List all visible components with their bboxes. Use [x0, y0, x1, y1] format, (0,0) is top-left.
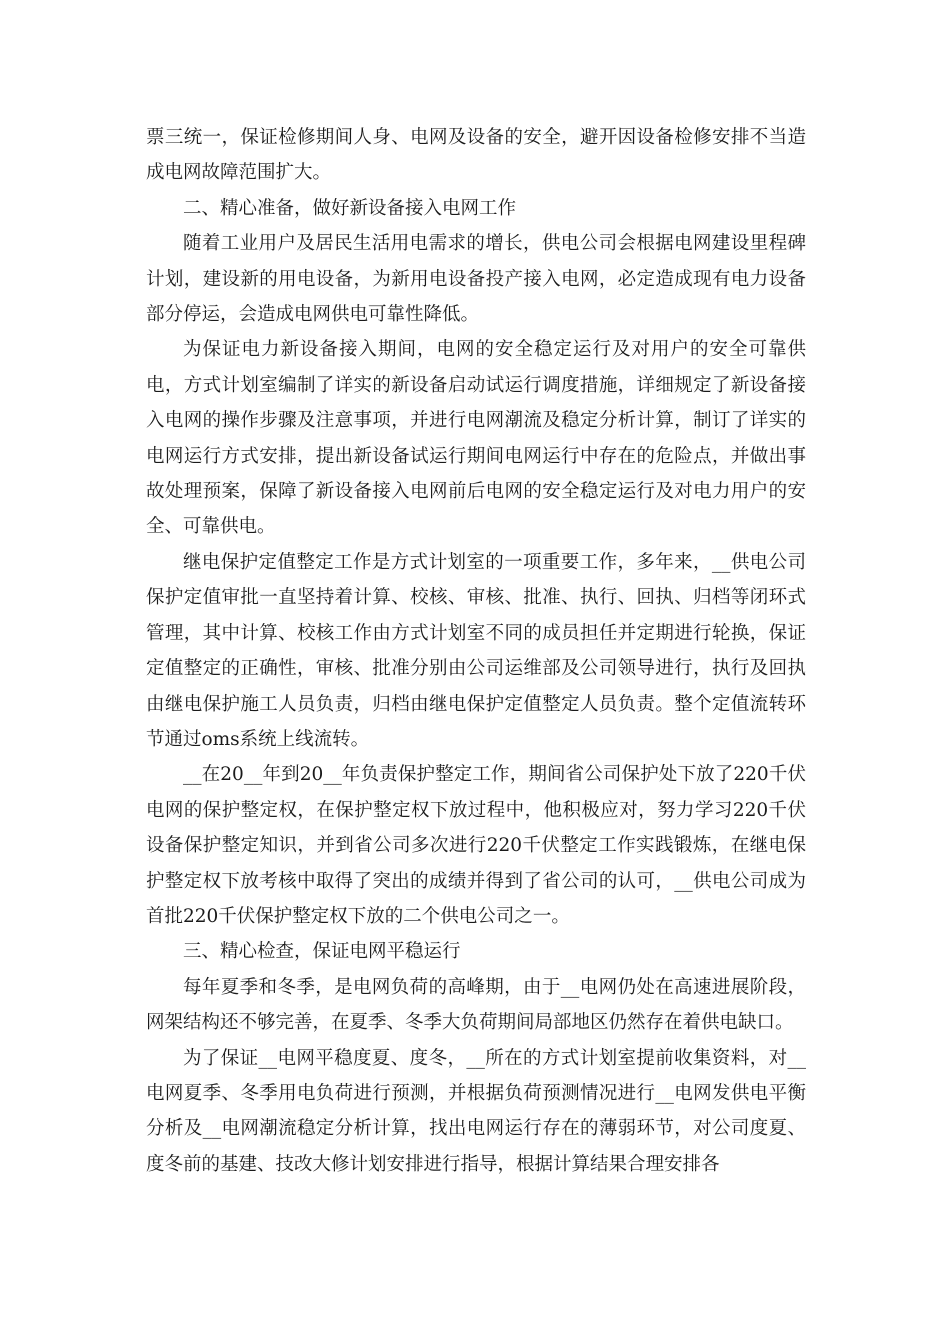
paragraph: 每年夏季和冬季，是电网负荷的高峰期，由于__电网仍处在高速进展阶段，网架结构还不够完善，在夏季、冬季大负荷期间局部地区仍然存在着供电缺口。 [146, 976, 806, 1034]
paragraph: 随着工业用户及居民生活用电需求的增长，供电公司会根据电网建设里程碑计划，建设新的用电设备，为新用电设备投产接入电网，必定造成现有电力设备部分停运，会造成电网供电可靠性降低。 [146, 233, 806, 326]
section-heading-3: 三、精心检查，保证电网平稳运行 [183, 941, 461, 963]
paragraph: __在20__年到20__年负责保护整定工作，期间省公司保护处下放了220千伏电网的保护整定权，在保护整定权下放过程中，他积极应对，努力学习220千伏设备保护整定知识，并到省公司多次进行220千伏整定工作实践锻炼，在继电保护整定权下放考核中取得了突出的成绩并得到了省公司的认可，__供电公司成为首批220千伏保护整定权下放的二个供电公司之一。 [146, 764, 806, 927]
paragraph: 继电保护定值整定工作是方式计划室的一项重要工作，多年来，__供电公司保护定值审批一直坚持着计算、校核、审核、批准、执行、回执、归档等闭环式管理，其中计算、校核工作由方式计划室不同的成员担任并定期进行轮换，保证定值整定的正确性，审核、批准分别由公司运维部及公司领导进行，执行及回执由继电保护施工人员负责，归档由继电保护定值整定人员负责。整个定值流转环节通过oms系统上线流转。 [146, 551, 806, 750]
paragraph-continuation: 票三统一，保证检修期间人身、电网及设备的安全，避开因设备检修安排不当造成电网故障范围扩大。 [146, 127, 806, 184]
paragraph: 为了保证__电网平稳度夏、度冬，__所在的方式计划室提前收集资料，对__电网夏季、冬季用电负荷进行预测，并根据负荷预测情况进行__电网发供电平衡分析及__电网潮流稳定分析计算，找出电网运行存在的薄弱环节，对公司度夏、度冬前的基建、技改大修计划安排进行指导，根据计算结果合理安排各 [146, 1047, 806, 1175]
section-heading-2: 二、精心准备，做好新设备接入电网工作 [183, 197, 517, 219]
paragraph: 为保证电力新设备接入期间，电网的安全稳定运行及对用户的安全可靠供电，方式计划室编制了详实的新设备启动试运行调度措施，详细规定了新设备接入电网的操作步骤及注意事项，并进行电网潮流及稳定分析计算，制订了详实的电网运行方式安排，提出新设备试运行期间电网运行中存在的危险点，并做出事故处理预案，保障了新设备接入电网前后电网的安全稳定运行及对电力用户的安全、可靠供电。 [146, 339, 806, 538]
document-body [146, 120, 806, 1182]
